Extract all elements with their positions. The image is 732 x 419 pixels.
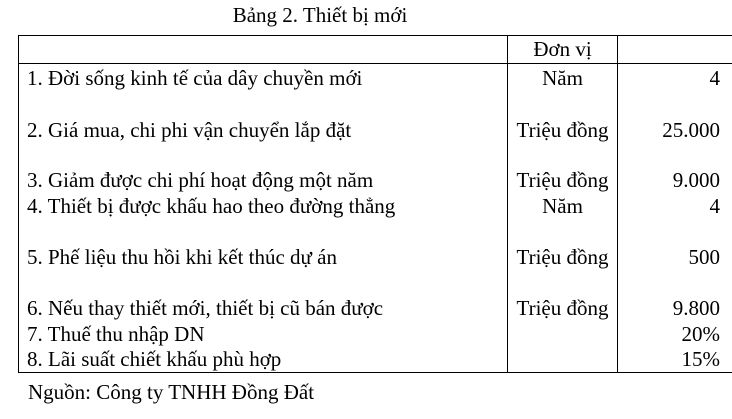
table-row [19, 64, 732, 91]
row-unit: Triệu đồng [508, 143, 618, 193]
table-row [19, 219, 732, 270]
table-row [19, 143, 732, 193]
row-unit [508, 321, 618, 347]
row-unit: Năm [508, 64, 618, 91]
row-value: 25.000 [618, 91, 732, 143]
table-header-row [19, 36, 732, 64]
row-value: 15% [618, 347, 732, 373]
table-row [19, 270, 732, 321]
table-caption: Bảng 2. Thiết bị mới [232, 3, 408, 27]
row-label: 8. Lãi suất chiết khấu phù hợp [19, 347, 508, 373]
source-note: Nguồn: Công ty TNHH Đồng Đất [28, 380, 315, 404]
header-value-cell [618, 36, 732, 64]
row-unit: Triệu đồng [508, 270, 618, 321]
row-value: 500 [618, 219, 732, 270]
row-label: 4. Thiết bị được khấu hao theo đường thẳng [19, 193, 508, 219]
row-value: 9.800 [618, 270, 732, 321]
row-unit: Năm [508, 193, 618, 219]
row-label: 1. Đời sống kinh tế của dây chuyền mới [19, 64, 508, 91]
table-row [19, 91, 732, 143]
row-unit [508, 347, 618, 373]
row-label: 3. Giảm được chi phí hoạt động một năm [19, 143, 508, 193]
row-label: 2. Giá mua, chi phi vận chuyển lắp đặt [19, 91, 508, 143]
equipment-table [18, 35, 732, 373]
header-description-cell [19, 36, 508, 64]
row-unit: Triệu đồng [508, 219, 618, 270]
row-unit: Triệu đồng [508, 91, 618, 143]
row-value: 9.000 [618, 143, 732, 193]
table-row [19, 193, 732, 219]
row-value: 4 [618, 64, 732, 91]
table-row [19, 321, 732, 347]
row-value: 4 [618, 193, 732, 219]
row-label: 5. Phế liệu thu hồi khi kết thúc dự án [19, 219, 508, 270]
header-unit-cell: Đơn vị [508, 36, 618, 64]
row-label: 7. Thuế thu nhập DN [19, 321, 508, 347]
row-label: 6. Nếu thay thiết mới, thiết bị cũ bán được [19, 270, 508, 321]
table-row [19, 347, 732, 373]
row-value: 20% [618, 321, 732, 347]
